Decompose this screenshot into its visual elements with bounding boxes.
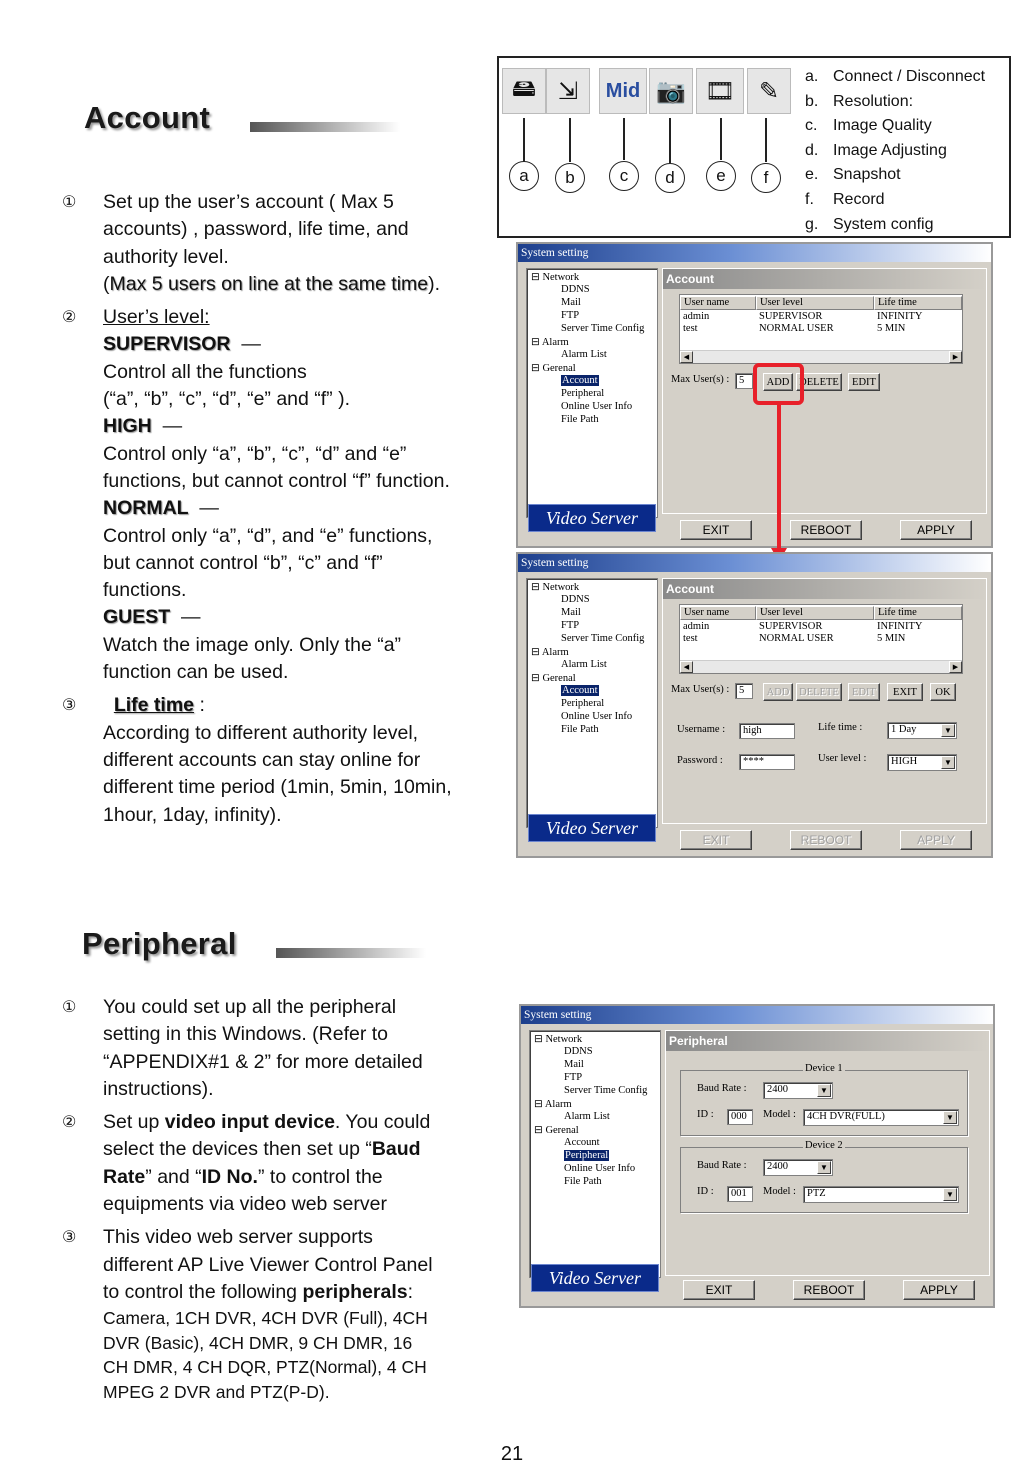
userlevel-select[interactable]: HIGH ▼ [887,754,957,771]
legend-item: c. Image Quality [805,117,932,135]
col-username[interactable]: User name [680,606,756,620]
arrow-e [720,118,722,160]
tree-ddns[interactable]: DDNS [561,594,590,605]
col-userlevel[interactable]: User level [756,606,874,620]
tree-account[interactable]: Account [562,685,598,696]
lifetime-select[interactable]: 1 Day ▼ [887,722,957,739]
edit-button[interactable]: EDIT [848,683,880,701]
tree-alarm-list[interactable]: Alarm List [564,1111,610,1122]
apply-button[interactable]: APPLY [900,520,972,540]
row-life: INFINITY [877,311,923,322]
label-d: d [655,163,685,193]
model-select[interactable]: PTZ ▼ [803,1186,959,1203]
tree-alarm-list[interactable]: Alarm List [561,349,607,360]
account-item-1: ① Set up the user’s account ( Max 5 accounts) , password, life time, and authority level. (Max 5 users on line at the same time). [62,191,441,295]
col-lifetime[interactable]: Life time [874,606,962,620]
tree-alarm[interactable]: ⊟ Alarm [531,337,569,348]
resolution-icon: ⇲ [546,68,590,114]
peripheral-panel [665,1030,990,1276]
h-scrollbar[interactable]: ◀ ▶ [680,350,962,363]
apply-button[interactable]: APPLY [900,830,972,850]
film-icon: 🎞 [696,68,744,114]
baud-select[interactable]: 2400 ▼ [763,1082,833,1099]
max-users-input[interactable]: 5 [735,373,753,389]
tree-ftp[interactable]: FTP [564,1072,583,1083]
page-number: 21 [500,1443,524,1465]
arrow-a [523,118,525,162]
exit-small-button[interactable]: EXIT [887,683,923,701]
reboot-button[interactable]: REBOOT [790,830,862,850]
arrow-b [569,118,571,162]
tree-ftp[interactable]: FTP [561,620,580,631]
row-name: admin [683,621,710,632]
col-lifetime[interactable]: Life time [874,296,962,310]
tree-file-path[interactable]: File Path [561,414,599,425]
legend-item: g. System config [805,215,934,233]
add-button[interactable]: ADD [763,373,793,391]
tree-mail[interactable]: Mail [564,1059,584,1070]
tree-general[interactable]: ⊟ Gerenal [534,1125,579,1136]
level-supervisor: SUPERVISOR [103,333,231,356]
legend-item: f. Record [805,190,885,208]
peripheral-heading: Peripheral [82,926,237,961]
chevron-down-icon: ▼ [817,1084,831,1097]
tree-alarm[interactable]: ⊟ Alarm [534,1099,572,1110]
tree-ddns[interactable]: DDNS [561,284,590,295]
account-item-2: ② User’s level: SUPERVISOR — Control all the functions (“a”, “b”, “c”, “d”, “e” and “f” ). HIGH — Control only “a”, “b”, “c”, “d” and “e” functions, but cannot control “f” function. NORMAL — Control only “a”, “d”, and “e” functions, but cannot control “b”, “c” and “f” functions. GUEST — Watch the image only. Only the “a” function can be used. [62,306,450,684]
legend-item: e. Snapshot [805,166,901,184]
delete-button[interactable]: DELETE [796,373,842,391]
connect-icon: 🖴 [502,68,546,114]
peripheral-item-2: ② Set up video input device. You could select the devices then set up “Baud Rate” and “ID No.” to control the equipments via video web server [62,1111,431,1216]
tree-alarm-list[interactable]: Alarm List [561,659,607,670]
red-arrow-line [777,404,781,550]
tree-alarm[interactable]: ⊟ Alarm [531,647,569,658]
level-high: HIGH [103,415,152,438]
device2-group: Device 2 Baud Rate : 2400 ▼ ID : 001 Model : PTZ ▼ [680,1147,968,1213]
tree-online-user[interactable]: Online User Info [564,1163,636,1174]
exit-button[interactable]: EXIT [683,1280,755,1300]
level-guest: GUEST [103,606,171,629]
reboot-button[interactable]: REBOOT [790,520,862,540]
panel-title: Account [663,579,986,599]
delete-button[interactable]: DELETE [796,683,842,701]
id-input[interactable]: 001 [727,1186,753,1202]
device1-group: Device 1 Baud Rate : 2400 ▼ ID : 000 Model : 4CH DVR(FULL) ▼ [680,1070,968,1136]
user-list[interactable] [679,604,963,674]
h-scrollbar[interactable]: ◀ ▶ [680,660,962,673]
row-life: 5 MIN [877,323,906,334]
ok-button[interactable]: OK [930,683,956,701]
legend-item: d. Image Adjusting [805,141,947,159]
tree-online-user[interactable]: Online User Info [561,711,633,722]
legend-item: b. Resolution: [805,92,914,110]
row-level: NORMAL USER [759,633,834,644]
legend-item: a. Connect / Disconnect [805,68,986,85]
settings-tree [529,1030,661,1278]
row-level: SUPERVISOR [759,621,823,632]
label-c: c [609,161,639,191]
tree-ddns[interactable]: DDNS [564,1046,593,1057]
tree-account[interactable]: Account [562,375,598,386]
level-normal: NORMAL [103,497,189,520]
tree-server-time[interactable]: Server Time Config [564,1085,648,1096]
row-life: INFINITY [877,621,923,632]
peripheral-item-1: ① You could set up all the peripheral setting in this Windows. (Refer to “APPENDIX#1 & 2” for more detailed instructions). [62,996,423,1100]
label-a: a [509,161,539,191]
peripheral-list [0,994,520,1404]
tree-network[interactable]: ⊟ Network [531,582,580,593]
add-button[interactable]: ADD [763,683,793,701]
account-panel: Account User name User level Life time admin SUPERVISOR INFINITY test NORMAL USER 5 MIN ◀ ▶ Max User(s) : 5 ADD DELETE EDIT [662,268,987,514]
tree-mail[interactable]: Mail [561,607,581,618]
video-server-logo: Video Server [528,814,656,842]
row-level: NORMAL USER [759,323,834,334]
col-username[interactable]: User name [680,296,756,310]
chevron-down-icon: ▼ [941,756,955,769]
tree-mail[interactable]: Mail [561,297,581,308]
peripheral-window [519,1004,995,1308]
arrow-f [765,118,767,162]
id-input[interactable]: 000 [727,1109,753,1125]
tree-server-time[interactable]: Server Time Config [561,323,645,334]
tree-peripheral[interactable]: Peripheral [565,1150,609,1161]
tree-ftp[interactable]: FTP [561,310,580,321]
row-name: test [683,323,698,334]
heading-bar [276,948,426,958]
chevron-down-icon: ▼ [817,1161,831,1174]
add-highlight [753,363,804,405]
toolbar-legend [497,56,1011,238]
quality-icon: Mid [599,68,647,114]
account-window-2 [516,552,993,858]
col-userlevel[interactable]: User level [756,296,874,310]
arrow-c [623,118,625,160]
tree-peripheral[interactable]: Peripheral [561,388,605,399]
chevron-down-icon: ▼ [943,1111,957,1124]
baud-select[interactable]: 2400 ▼ [763,1159,833,1176]
tree-file-path[interactable]: File Path [564,1176,602,1187]
label-e: e [706,161,736,191]
tree-network[interactable]: ⊟ Network [531,272,580,283]
panel-title: Account [663,269,986,289]
reboot-button[interactable]: REBOOT [793,1280,865,1300]
edit-button[interactable]: EDIT [848,373,880,391]
username-input[interactable]: high [739,723,795,739]
label-f: f [751,163,781,193]
config-icon: ✎ [747,68,791,114]
panel-title: Peripheral [666,1031,989,1051]
legend-list [805,65,985,237]
video-server-logo: Video Server [531,1264,659,1292]
window-title: System setting [521,1006,993,1024]
max-users-note: Max 5 users on line at the same time [109,272,429,295]
window-title: System setting [518,554,991,572]
label-b: b [555,163,585,193]
tree-general[interactable]: ⊟ Gerenal [531,363,576,374]
account-list [0,189,520,829]
settings-tree [526,268,658,518]
user-list[interactable] [679,294,963,364]
settings-tree [526,578,658,828]
account-item-3: ③ Life time : According to different authority level, different accounts can stay online for different time period (1min, 5min, 10min, 1hour, 1day, infinity). [62,694,452,826]
arrow-d [669,118,671,163]
tree-network[interactable]: ⊟ Network [534,1034,583,1045]
tree-peripheral[interactable]: Peripheral [561,698,605,709]
password-input[interactable]: **** [739,754,795,770]
exit-button[interactable]: EXIT [680,830,752,850]
row-name: test [683,633,698,644]
max-users-input[interactable]: 5 [735,683,753,699]
row-name: admin [683,311,710,322]
tree-general[interactable]: ⊟ Gerenal [531,673,576,684]
tree-online-user[interactable]: Online User Info [561,401,633,412]
heading-bar [250,122,400,132]
video-server-logo: Video Server [528,504,656,532]
account-heading: Account [84,100,211,135]
account-panel: Account User name User level Life time admin SUPERVISOR INFINITY test NORMAL USER 5 MIN ◀ ▶ Max User(s) : 5 ADD DELETE EDIT EXIT OK Username : high Password : **** Life time : 1 Day ▼ User level : HIGH ▼ [662,578,987,824]
window-title: System setting [518,244,991,262]
peripheral-item-3: ③ This video web server supports different AP Live Viewer Control Panel to control the following peripherals: Camera, 1CH DVR, 4CH DVR (Full), 4CH DVR (Basic), 4CH DMR, 9 CH DMR, 16 CH DMR, 4 CH DQR, PTZ(Normal), 4 CH MPEG 2 DVR and PTZ(P-D). [62,1226,433,1402]
lifetime-title: Life time [113,694,195,717]
apply-button[interactable]: APPLY [903,1280,975,1300]
chevron-down-icon: ▼ [941,724,955,737]
row-life: 5 MIN [877,633,906,644]
chevron-down-icon: ▼ [943,1188,957,1201]
row-level: SUPERVISOR [759,311,823,322]
exit-button[interactable]: EXIT [680,520,752,540]
model-select[interactable]: 4CH DVR(FULL) ▼ [803,1109,959,1126]
tree-account[interactable]: Account [564,1137,600,1148]
tree-file-path[interactable]: File Path [561,724,599,735]
tree-server-time[interactable]: Server Time Config [561,633,645,644]
camera-icon: 📷 [649,68,693,114]
